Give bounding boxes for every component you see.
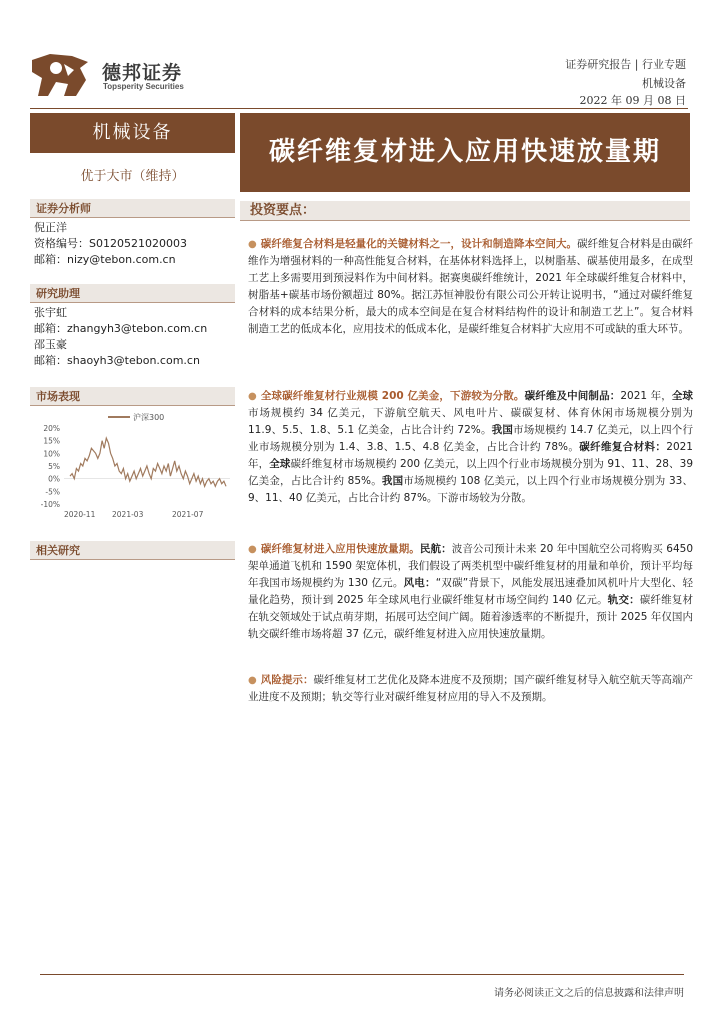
- y-tick-label: 0%: [48, 474, 60, 484]
- report-type: 证券研究报告 | 行业专题: [565, 58, 686, 71]
- y-tick-label: -5%: [45, 487, 60, 497]
- series-line-hs300: [70, 438, 226, 486]
- assistant-heading: 研究助理: [30, 284, 235, 303]
- point-2: ● 全球碳纤维复材行业规模 200 亿美金，下游较为分散。碳纤维及中间制品：2021 年，全球市场规模约 34 亿美元，下游航空航天、风电叶片、碳碳复材、体育休闲市场规模分别为 11.9、5.5、1.8、5.1 亿美金，占比合计约 72%。我国市场规模约 14.7 亿美元，以上四个行业市场规模分别为 1.4、3.8、1.5、4.8 亿美金，占比合计约 78%。碳纤维复合材料：2021 年，全球碳纤维复材市场规模约 200 亿美元，以上四个行业市场规模分别为 91、11、28、39 亿美金，占比合计约 85%。我国市场规模约 108 亿美元，以上四个行业市场规模分别为 33、9、11、40 亿美元，占比合计约 87%。下游市场较为分散。: [248, 390, 694, 504]
- bullet-icon: ●: [248, 239, 257, 250]
- report-title: 碳纤维复材进入应用快速放量期: [240, 113, 690, 192]
- sector-label: 机械设备: [30, 113, 235, 153]
- brand-name-cn: 德邦证券: [102, 62, 183, 84]
- point-4-risk: ● 风险提示：碳纤维复材工艺优化及降本进度不及预期；国产碳纤维复材导入航空航天等高端产业进度不及预期；轨交等行业对碳纤维复材应用的导入不及预期。: [248, 674, 694, 703]
- market-performance-chart: [30, 410, 235, 522]
- header-divider: [30, 108, 688, 109]
- x-tick-label: 2020-11: [64, 510, 96, 519]
- bullet-icon: ●: [248, 391, 257, 402]
- point-1: ● 碳纤维复合材料是轻量化的关键材料之一，设计和制造降本空间大。碳纤维复合材料是由碳纤维作为增强材料的一种高性能复合材料，在基体材料选择上，以树脂基、碳基使用最多，在成型工艺上多需要用到预浸料作为中间材料。据赛奥碳纤维统计，2021 年全球碳纤维复合材料中，树脂基+碳基市场份额超过 80%。据江苏恒神股份有限公司公开转让说明书，“通过对碳纤维复合材料的成本结果分析，最大的成本空间是在复合材料结构件的设计和制造工艺上”。复合材料制造工艺的低成本化，应用技术的低成本化，是碳纤维复合材料扩大应用不可或缺的重大环节。: [248, 238, 694, 335]
- x-tick-label: 2021-07: [172, 510, 204, 519]
- assistant1-name: 张宇虹: [34, 306, 67, 319]
- section-heading: 投资要点：: [240, 201, 690, 221]
- report-date: 2022 年 09 月 08 日: [579, 94, 686, 107]
- rating-label: 优于大市（维持）: [80, 169, 185, 184]
- y-tick-label: 10%: [43, 449, 60, 459]
- related-heading: 相关研究: [30, 541, 235, 560]
- analyst-name: 倪正洋: [34, 221, 67, 234]
- assistant2-email: 邮箱：shaoyh3@tebon.com.cn: [34, 354, 200, 367]
- bullet-icon: ●: [248, 675, 257, 686]
- chart-legend: 沪深300: [133, 413, 165, 422]
- brand-name-en: Topsperity Securities: [103, 82, 184, 91]
- bullet-icon: ●: [248, 544, 257, 555]
- footer-divider: [40, 974, 684, 975]
- y-tick-label: 5%: [48, 462, 60, 471]
- point-3: ● 碳纤维复材进入应用快速放量期。民航：波音公司预计未来 20 年中国航空公司将购买 6450 架单通道飞机和 1590 架宽体机，我们假设了两类机型中碳纤维复材的用量和单价，预计平均每年我国市场规模约为 130 亿元。风电：“双碳”背景下，风能发展迅速叠加风机叶片大型化、轻量化趋势，预计到 2025 年全球风电行业碳纤维复材市场空间约 140 亿元。轨交：碳纤维复材在轨交领域处于试点萌芽期，拓展可达空间广阔。随着渗透率的不断提升，预计 2025 年仅国内轨交碳纤维市场将超 37 亿元，碳纤维复材进入应用快速放量期。: [248, 543, 694, 640]
- market-heading: 市场表现: [30, 387, 235, 406]
- bull-logo-icon: [30, 52, 92, 98]
- company-logo: [30, 52, 200, 100]
- y-tick-label: 20%: [43, 424, 60, 433]
- analyst-cert: 资格编号：S0120521020003: [34, 237, 187, 250]
- footer-disclaimer: 请务必阅读正文之后的信息披露和法律声明: [494, 988, 684, 999]
- report-sector: 机械设备: [642, 77, 686, 90]
- assistant1-email: 邮箱：zhangyh3@tebon.com.cn: [34, 322, 208, 335]
- x-tick-label: 2021-03: [112, 510, 144, 519]
- report-meta: [565, 55, 686, 93]
- y-tick-label: -10%: [40, 500, 60, 509]
- assistant2-name: 邵玉豪: [34, 338, 67, 351]
- analyst-heading: 证券分析师: [30, 199, 235, 218]
- analyst-email: 邮箱：nizy@tebon.com.cn: [34, 253, 176, 266]
- y-tick-label: 15%: [43, 436, 60, 446]
